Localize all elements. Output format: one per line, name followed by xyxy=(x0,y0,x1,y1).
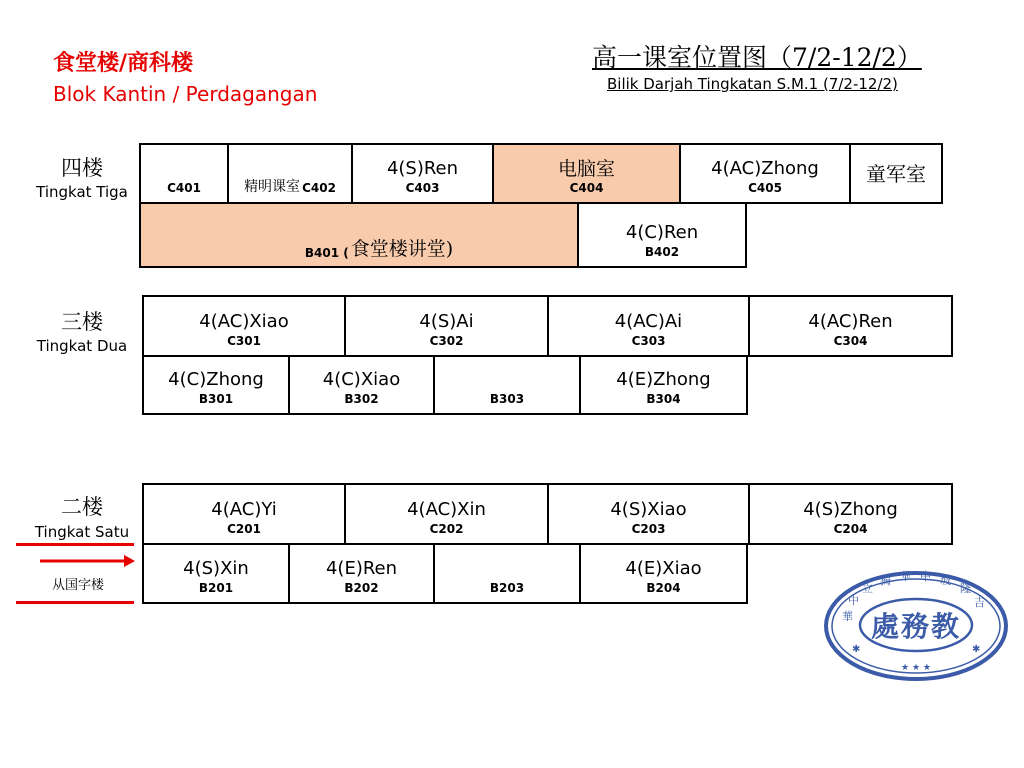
room-b202 xyxy=(288,543,435,604)
room-code: C304 xyxy=(833,334,868,348)
room-c201 xyxy=(142,483,346,545)
svg-text:中: 中 xyxy=(848,594,859,607)
room-code: C204 xyxy=(833,522,868,536)
room-c204 xyxy=(748,483,953,545)
class-name: 4(C)Zhong xyxy=(168,369,264,390)
room-code: B301 xyxy=(198,392,234,406)
floor-label-zh: 四楼 xyxy=(61,156,103,180)
room-code: C401 xyxy=(167,181,201,195)
svg-text:中: 中 xyxy=(920,570,931,583)
room-b203 xyxy=(433,543,581,604)
floor-label-ms: Tingkat Satu xyxy=(34,523,130,541)
svg-text:★ ★ ★: ★ ★ ★ xyxy=(901,663,931,673)
room-c401 xyxy=(139,143,229,204)
class-name: 4(AC)Yi xyxy=(211,499,277,520)
class-name: 4(AC)Zhong xyxy=(711,158,819,179)
room-code: B204 xyxy=(646,581,681,595)
svg-text:處務教: 處務教 xyxy=(870,610,962,643)
room-code: C402 xyxy=(302,181,336,195)
room-code: C202 xyxy=(429,522,464,536)
room-code: C405 xyxy=(748,181,782,195)
room-c404-computer-lab xyxy=(492,143,681,204)
room-name: 食堂楼讲堂) xyxy=(350,238,454,260)
class-name: 4(C)Xiao xyxy=(322,369,401,390)
room-code: C203 xyxy=(631,522,666,536)
svg-text:獨: 獨 xyxy=(880,574,891,587)
floor-label-zh: 三楼 xyxy=(61,310,103,334)
room-code: B303 xyxy=(489,392,525,406)
room-code: B202 xyxy=(344,581,379,595)
svg-text:華: 華 xyxy=(900,570,911,583)
room-scout xyxy=(849,143,943,204)
room-code: C302 xyxy=(429,334,464,348)
class-name: 4(C)Ren xyxy=(625,222,699,243)
room-c405 xyxy=(679,143,851,204)
room-code: B401 ( xyxy=(304,246,349,260)
room-code: B402 xyxy=(644,245,680,259)
room-c304 xyxy=(748,295,953,357)
room-code: C403 xyxy=(405,181,440,195)
room-c303 xyxy=(547,295,750,357)
red-divider-line xyxy=(16,601,134,604)
room-b303 xyxy=(433,355,581,415)
room-b402 xyxy=(577,202,747,268)
class-name: 4(S)Xiao xyxy=(610,499,687,520)
red-divider-line xyxy=(16,543,134,546)
room-b302 xyxy=(288,355,435,415)
class-name: 4(AC)Xiao xyxy=(199,311,289,332)
building-name-zh: 食堂楼/商科楼 xyxy=(53,51,194,76)
room-c402 xyxy=(227,143,353,204)
class-name: 4(S)Zhong xyxy=(803,499,898,520)
class-name: 4(S)Ai xyxy=(419,311,474,332)
room-b301 xyxy=(142,355,290,415)
room-c203 xyxy=(547,483,750,545)
class-name: 4(S)Xin xyxy=(183,558,249,579)
class-name: 4(AC)Ai xyxy=(614,311,683,332)
office-seal-stamp xyxy=(822,570,1010,682)
room-c403 xyxy=(351,143,494,204)
room-c302 xyxy=(344,295,549,357)
room-b401-lecture-hall xyxy=(139,202,579,268)
svg-text:隆: 隆 xyxy=(960,582,971,595)
room-c301 xyxy=(142,295,346,357)
class-name: 4(E)Zhong xyxy=(616,369,711,390)
room-name: 电脑室 xyxy=(557,158,615,180)
floor-label-ms: Tingkat Dua xyxy=(36,337,128,355)
page-title-ms: Bilik Darjah Tingkatan S.M.1 (7/2-12/2) xyxy=(607,75,898,93)
room-code: C404 xyxy=(569,181,604,195)
room-b204 xyxy=(579,543,748,604)
room-code: B201 xyxy=(198,581,234,595)
room-code: C303 xyxy=(631,334,666,348)
svg-text:坡: 坡 xyxy=(940,574,951,587)
class-name: 4(E)Ren xyxy=(325,558,398,579)
room-code: C301 xyxy=(227,334,261,348)
svg-text:立: 立 xyxy=(862,582,873,595)
room-c202 xyxy=(344,483,549,545)
entrance-arrow-icon xyxy=(40,554,136,568)
class-name: 4(AC)Ren xyxy=(808,311,893,332)
room-code: B304 xyxy=(646,392,681,406)
floor-label-zh: 二楼 xyxy=(61,495,103,519)
room-name: 童军室 xyxy=(866,161,926,186)
class-name: 4(S)Ren xyxy=(386,158,459,179)
svg-text:吉: 吉 xyxy=(974,596,985,609)
building-name-ms: Blok Kantin / Perdagangan xyxy=(53,82,318,106)
class-name: 4(AC)Xin xyxy=(407,499,486,520)
room-code: B203 xyxy=(489,581,525,595)
class-name: 4(E)Xiao xyxy=(625,558,702,579)
svg-text:華: 華 xyxy=(842,610,853,623)
page-title-zh: 高一课室位置图（7/2-12/2） xyxy=(592,43,922,72)
entrance-note: 从国字楼 xyxy=(52,578,105,593)
room-b304 xyxy=(579,355,748,415)
room-code: C201 xyxy=(227,522,261,536)
room-name: 精明课室 xyxy=(244,179,301,195)
svg-text:✱: ✱ xyxy=(972,644,981,655)
room-b201 xyxy=(142,543,290,604)
room-code: B302 xyxy=(344,392,379,406)
svg-text:✱: ✱ xyxy=(852,644,861,655)
floor-label-ms: Tingkat Tiga xyxy=(36,183,128,201)
